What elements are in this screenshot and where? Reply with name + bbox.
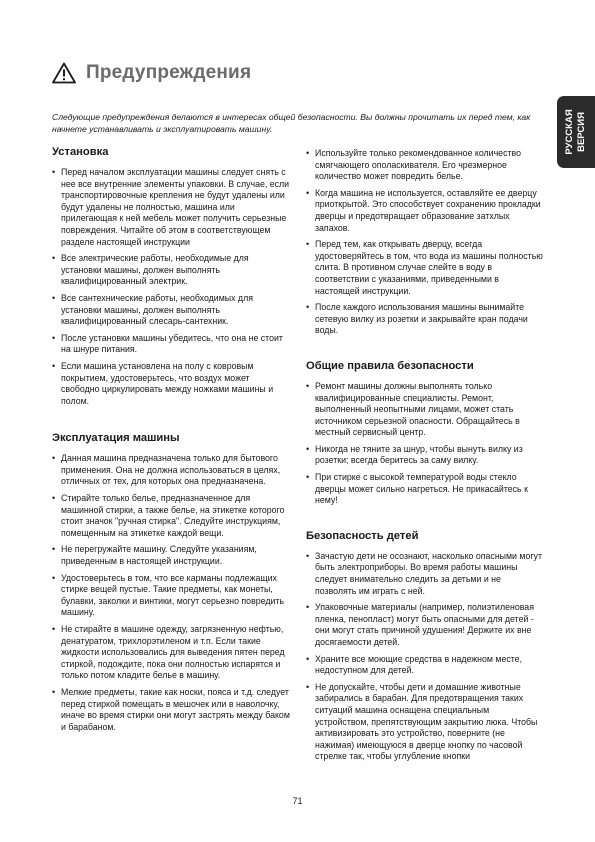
list-item: • Мелкие предметы, такие как носки, пояса и т.д. следует перед стиркой помещать в мешочек или в наволочку, иначе во время стирки они могут застрять между баком и барабаном. xyxy=(52,687,290,733)
page-number: 71 xyxy=(292,796,303,806)
list-item: • Все сантехнические работы, необходимых для установки машины, должен выполнять квалифицированный слесарь-сантехник. xyxy=(52,293,290,328)
list-item: • Стирайте только белье, предназначенное для машинной стирки, а также белье, на этикетке которого стоит значок "ручная стирка". Следуйте инструкциям, помещенным на этикетке каждой вещи. xyxy=(52,493,290,539)
installation-list xyxy=(52,167,290,407)
safety-list xyxy=(306,381,544,507)
list-item: • Когда машина не используется, оставляйте ее дверцу приоткрытой. Это способствует сохранению прокладки дверцы и предотвращает образование затхлых запахов. xyxy=(306,188,544,234)
list-item: • Не перегружайте машину. Следуйте указаниям, приведенным в настоящей инструкции. xyxy=(52,544,290,567)
language-tab-line1: РУССКАЯ xyxy=(564,109,575,155)
left-column xyxy=(52,146,290,738)
list-item: • Удостоверьтесь в том, что все карманы подлежащих стирке вещей пустые. Такие предметы, как монеты, булавки, заколки и винтики, могут серьезно повредить машину. xyxy=(52,573,290,619)
section-heading-operation: Эксплуатация машины xyxy=(52,432,180,445)
right-column xyxy=(306,148,544,768)
list-item: • Данная машина предназначена только для бытового применения. Она не должна использоваться в целях, отличных от тех, для которых она предназначена. xyxy=(52,453,290,488)
section-heading-children: Безопасность детей xyxy=(306,529,419,542)
warning-triangle-icon xyxy=(52,62,76,84)
list-item: • Не допускайте, чтобы дети и домашние животные забирались в барабан. Для предотвращения таких ситуаций машина оснащена специальным устройством, препятствующим закрытию люка. Чтобы активизировать это устройство, поверните (не нажимая) имеющуюся в дверце кнопку по часовой стрелке так, чтобы углубление кнопки xyxy=(306,682,544,763)
operation-list-continued xyxy=(306,148,544,337)
operation-list xyxy=(52,453,290,733)
intro-paragraph: Следующие предупреждения делаются в интересах общей безопасности. Вы должны прочитать их перед тем, как начнете устанавливать и эксплуатировать машину. xyxy=(52,112,531,134)
list-item: • Никогда не тяните за шнур, чтобы вынуть вилку из розетки; всегда беритесь за саму вилку. xyxy=(306,444,544,467)
list-item: • После каждого использования машины вынимайте сетевую вилку из розетки и закрывайте кран подачи воды. xyxy=(306,302,544,337)
language-tab xyxy=(557,96,595,168)
list-item: • Не стирайте в машине одежду, загрязненную нефтью, денатуратом, трихлорэтиленом и т.п. Если такие жидкости использовались для выведения пятен перед стиркой, подождите, пока они полностью испарятся и только потом кладите белье в машину. xyxy=(52,624,290,682)
list-item: • После установки машины убедитесь, что она не стоит на шнуре питания. xyxy=(52,333,290,356)
children-list xyxy=(306,551,544,763)
list-item: • Если машина установлена на полу с ковровым покрытием, удостоверьтесь, что воздух может свободно циркулировать между ножками машины и полом. xyxy=(52,361,290,407)
language-tab-line2: ВЕРСИЯ xyxy=(576,112,587,152)
list-item: • Все электрические работы, необходимые для установки машины, должен выполнять квалифицированный электрик. xyxy=(52,253,290,288)
language-tab-label xyxy=(557,96,595,168)
list-item: • Ремонт машины должны выполнять только квалифицированные специалисты. Ремонт, выполненный неопытными лицами, может стать источником серьезной опасности. Обращайтесь в местный сервисный центр. xyxy=(306,381,544,439)
section-heading-installation: Установка xyxy=(52,146,109,158)
section-heading-safety: Общие правила безопасности xyxy=(306,359,474,372)
list-item: • Перед тем, как открывать дверцу, всегда удостоверяйтесь в том, что вода из машины полностью слита. В противном случае слейте в воду в соответствии с указаниями, приведенными в настоящей инструкции. xyxy=(306,239,544,297)
list-item: • Храните все моющие средства в надежном месте, недоступном для детей. xyxy=(306,654,544,677)
list-item: • Упаковочные материалы (например, полиэтиленовая пленка, пенопласт) могут быть опасными для детей - они могут стать причиной удушения! Держите их вне досягаемости детей. xyxy=(306,602,544,648)
list-item: • Используйте только рекомендованное количество смягчающего ополаскивателя. Его чрезмерное количество может повредить белье. xyxy=(306,148,544,183)
list-item: • При стирке с высокой температурой воды стекло дверцы может сильно нагреться. Не прикасайтесь к нему! xyxy=(306,472,544,507)
page-header xyxy=(52,58,251,88)
page-title: Предупреждения xyxy=(86,62,252,83)
list-item: • Перед началом эксплуатации машины следует снять с нее все внутренние элементы упаковки. В случае, если транспортировочные крепления не будут удалены или будут удалены не полностью, машина или прилегающая к ней мебель может получить серьезные повреждения. Читайте об этом в соответствующем разделе настоящей инструкции xyxy=(52,167,290,248)
list-item: • Зачастую дети не осознают, насколько опасными могут быть электроприборы. Во время работы машины следует внимательно следить за детьми и не позволять им играть с ней. xyxy=(306,551,544,597)
